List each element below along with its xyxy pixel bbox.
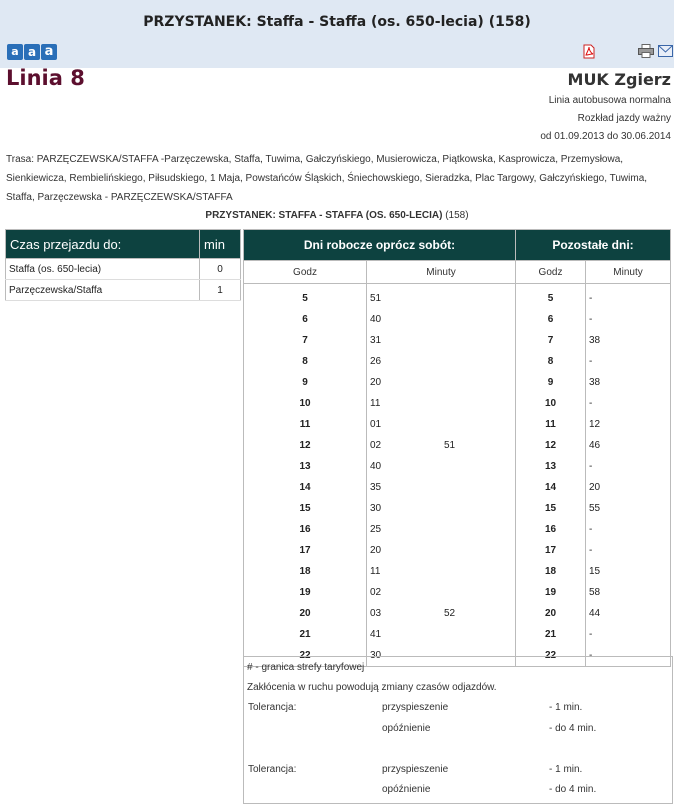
stop-heading-name: PRZYSTANEK: STAFFA - STAFFA (OS. 650-LECIA) — [205, 210, 443, 221]
stop-heading-number: (158) — [442, 210, 469, 221]
weekday-hour: 9 — [302, 377, 308, 388]
weekday-minute: 40 — [367, 456, 441, 477]
weekday-minute: 41 — [367, 624, 441, 645]
table-row — [244, 284, 671, 310]
weekday-minute: 51 — [367, 284, 441, 310]
travel-min: 1 — [200, 280, 241, 301]
table-row — [244, 456, 671, 477]
tolerance-early-value: - 1 min. — [549, 702, 583, 713]
other-hour: 7 — [516, 330, 586, 351]
operator-name: MUK Zgierz — [567, 70, 671, 89]
other-minute: - — [586, 309, 671, 330]
weekday-minute: 20 — [367, 372, 441, 393]
weekday-minute: 03 — [367, 603, 441, 624]
weekday-hour: 12 — [299, 440, 311, 451]
weekday-minute: 02 — [367, 582, 441, 603]
weekday-minute: 30 — [367, 498, 441, 519]
weekday-hour: 6 — [302, 314, 308, 325]
other-days-header: Pozostałe dni: — [516, 230, 671, 261]
travel-stop[interactable]: Parzęczewska/Staffa — [6, 280, 200, 301]
table-row — [6, 259, 241, 280]
weekday-minute: 11 — [367, 393, 441, 414]
weekday-minute-2 — [441, 582, 516, 603]
zone-note: # - granica strefy taryfowej — [247, 662, 365, 673]
weekday-minute: 35 — [367, 477, 441, 498]
table-row — [244, 561, 671, 582]
table-row — [244, 603, 671, 624]
line-type: Linia autobusowa normalna — [548, 95, 671, 106]
other-minute: 46 — [586, 435, 671, 456]
weekday-minute-2 — [441, 498, 516, 519]
font-size-controls — [7, 44, 57, 60]
page-title: PRZYSTANEK: Staffa - Staffa (os. 650-lecia) (158) — [143, 14, 531, 30]
stop-heading — [0, 210, 674, 221]
other-minute: - — [586, 519, 671, 540]
other-minute: 44 — [586, 603, 671, 624]
other-hour: 13 — [516, 456, 586, 477]
weekday-hour: 20 — [299, 608, 311, 619]
other-minute: - — [586, 624, 671, 645]
schedule-body — [244, 284, 671, 667]
other-hour: 11 — [516, 414, 586, 435]
weekday-hour: 17 — [299, 545, 311, 556]
other-hour: 5 — [516, 284, 586, 310]
other-minute: - — [586, 645, 671, 667]
weekday-hour: 15 — [299, 503, 311, 514]
pdf-icon[interactable] — [582, 44, 595, 59]
weekday-minute: 26 — [367, 351, 441, 372]
table-row — [244, 540, 671, 561]
other-hour: 6 — [516, 309, 586, 330]
other-hour: 17 — [516, 540, 586, 561]
travel-min: 0 — [200, 259, 241, 280]
weekday-hour: 16 — [299, 524, 311, 535]
weekday-minute-2 — [441, 393, 516, 414]
other-minute: 38 — [586, 372, 671, 393]
schedule-table — [243, 229, 671, 667]
table-row — [244, 519, 671, 540]
weekday-minute: 31 — [367, 330, 441, 351]
validity-period: od 01.09.2013 do 30.06.2014 — [540, 131, 671, 142]
font-small-button[interactable]: a — [7, 44, 23, 60]
weekday-hour: 11 — [299, 419, 311, 430]
other-hour: 20 — [516, 603, 586, 624]
other-minute: 12 — [586, 414, 671, 435]
table-row — [244, 624, 671, 645]
weekday-hour: 7 — [302, 335, 308, 346]
table-row — [244, 330, 671, 351]
weekday-hour: 14 — [299, 482, 311, 493]
weekday-minute-2 — [441, 561, 516, 582]
other-minutes-header: Minuty — [586, 261, 671, 284]
weekday-minute: 02 — [367, 435, 441, 456]
weekday-hour: 22 — [299, 650, 311, 661]
table-row — [244, 309, 671, 330]
weekday-minute-2 — [441, 477, 516, 498]
other-minute: 20 — [586, 477, 671, 498]
weekday-minute-2 — [441, 330, 516, 351]
print-icon[interactable] — [638, 44, 654, 58]
weekday-minute-2 — [441, 540, 516, 561]
travel-stop[interactable]: Staffa (os. 650-lecia) — [6, 259, 200, 280]
other-minute: - — [586, 540, 671, 561]
other-minute: - — [586, 456, 671, 477]
other-hour: 9 — [516, 372, 586, 393]
weekday-hour: 5 — [302, 293, 308, 304]
other-hour: 10 — [516, 393, 586, 414]
other-minute: 55 — [586, 498, 671, 519]
font-large-button[interactable]: a — [41, 44, 57, 60]
table-row — [244, 414, 671, 435]
other-minute: 38 — [586, 330, 671, 351]
weekday-minute-2 — [441, 414, 516, 435]
weekday-minute-2 — [441, 519, 516, 540]
travel-header-min: min — [200, 230, 241, 259]
line-name: Linia 8 — [6, 66, 85, 90]
weekday-minute-2 — [441, 309, 516, 330]
table-row — [244, 393, 671, 414]
other-minute: - — [586, 351, 671, 372]
tolerance-early: przyspieszenie — [382, 702, 449, 713]
other-hour: 12 — [516, 435, 586, 456]
other-hour: 21 — [516, 624, 586, 645]
notes-box — [243, 656, 673, 804]
other-hour: 16 — [516, 519, 586, 540]
other-minute: - — [586, 284, 671, 310]
table-row — [244, 477, 671, 498]
tolerance-late-value: - do 4 min. — [549, 723, 597, 734]
table-row — [244, 435, 671, 456]
weekday-minute-2 — [441, 372, 516, 393]
weekday-hour: 21 — [299, 629, 311, 640]
weekday-hour: 18 — [299, 566, 311, 577]
other-minute: 58 — [586, 582, 671, 603]
travel-time-table — [5, 229, 241, 301]
weekday-minute-2 — [441, 624, 516, 645]
other-hour: 8 — [516, 351, 586, 372]
other-hour: 22 — [516, 645, 586, 667]
table-row — [244, 372, 671, 393]
weekday-minutes-header: Minuty — [367, 261, 516, 284]
weekday-hour-header: Godz — [244, 261, 367, 284]
weekday-minute-2: 51 — [443, 440, 456, 451]
header-bar — [0, 0, 674, 68]
weekday-hour: 13 — [299, 461, 311, 472]
tolerance-late: opóźnienie — [382, 784, 431, 795]
weekday-minute: 25 — [367, 519, 441, 540]
weekday-minute-2: 52 — [443, 608, 456, 619]
tolerance-late: opóźnienie — [382, 723, 431, 734]
weekday-minute: 11 — [367, 561, 441, 582]
font-medium-button[interactable]: a — [24, 44, 40, 60]
disruption-note: Zakłócenia w ruchu powodują zmiany czasów odjazdów. — [247, 682, 497, 693]
table-row — [244, 498, 671, 519]
weekday-minute-2 — [441, 351, 516, 372]
weekday-minute: 01 — [367, 414, 441, 435]
table-row — [6, 280, 241, 301]
table-row — [244, 351, 671, 372]
other-hour-header: Godz — [516, 261, 586, 284]
travel-header-stop: Czas przejazdu do: — [6, 230, 200, 259]
route-description: Trasa: PARZĘCZEWSKA/STAFFA -Parzęczewska, Staffa, Tuwima, Gałczyńskiego, Musierowicza, Piątkowska, Kasprowicza, Przemysłowa, Sienkiewicza, Rembielińskiego, Piłsudskiego, 1 Maja, Powstańców Śląskich, Śniechowskiego, Sieradzka, Plac Targowy, Gałczyńskiego, Tuwima, Staffa, Parzęczewska - PARZĘCZEWSKA/STAFFA — [6, 154, 648, 203]
other-hour: 19 — [516, 582, 586, 603]
other-hour: 14 — [516, 477, 586, 498]
weekday-hour: 8 — [302, 356, 308, 367]
tolerance-late-value: - do 4 min. — [549, 784, 597, 795]
weekday-minute: 40 — [367, 309, 441, 330]
tolerance-early-value: - 1 min. — [549, 764, 583, 775]
other-hour: 15 — [516, 498, 586, 519]
mail-icon[interactable] — [658, 45, 673, 57]
tolerance-early: przyspieszenie — [382, 764, 449, 775]
weekday-minute-2 — [441, 284, 516, 310]
weekday-hour: 19 — [299, 587, 311, 598]
weekday-hour: 10 — [299, 398, 311, 409]
weekday-header: Dni robocze oprócz sobót: — [244, 230, 516, 261]
table-row — [244, 582, 671, 603]
tolerance-label: Tolerancja: — [248, 764, 297, 775]
other-minute: - — [586, 393, 671, 414]
other-hour: 18 — [516, 561, 586, 582]
weekday-minute: 30 — [367, 645, 441, 667]
other-minute: 15 — [586, 561, 671, 582]
weekday-minute: 20 — [367, 540, 441, 561]
validity-label: Rozkład jazdy ważny — [577, 113, 671, 124]
tolerance-label: Tolerancja: — [248, 702, 297, 713]
weekday-minute-2 — [441, 456, 516, 477]
